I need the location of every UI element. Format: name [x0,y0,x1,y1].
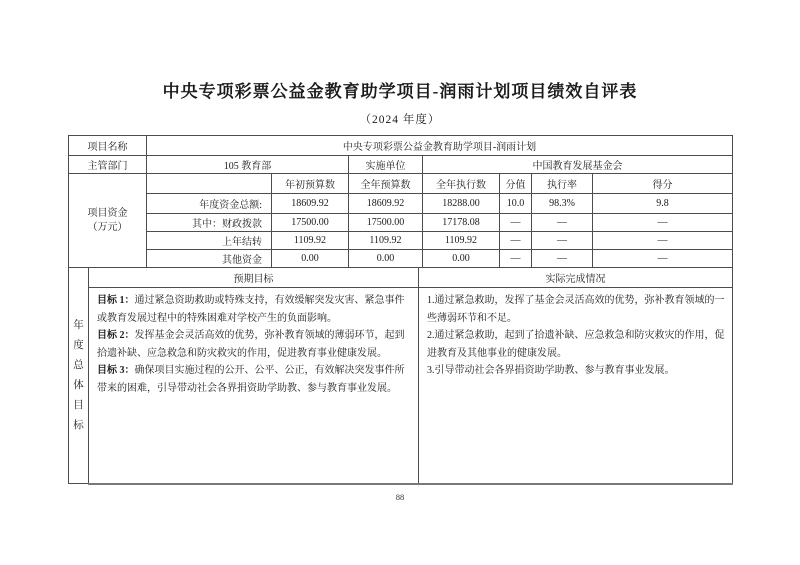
table-row [69,136,733,156]
goal-text: 发挥基金会灵活高效的优势，弥补教育领域的薄弱环节，起到拾遗补缺、应急救急和防灾救灾的作用，促进教育事业健康发展。 [97,330,405,359]
actual-completion-header: 实际完成情况 [419,268,733,288]
goal-text: 确保项目实施过程的公开、公平、公正，有效解决突发事件所带来的困难，引导带动社会各界捐资助学助教、参与教育事业发展。 [97,365,405,394]
dept-label: 主管部门 [69,156,147,174]
evaluation-table [68,135,732,485]
empty-cell [147,174,272,194]
goal-text: 通过紧急资助救助或特殊支持，有效缓解突发灾害、紧急事件或教育发展过程中的特殊困难对学校产生的负面影响。 [97,295,405,324]
funding-value: 0.00 [423,250,500,268]
expected-goals-cell [89,288,419,484]
funding-row-label: 其他资金 [147,250,272,268]
goal-label: 目标 1： [97,295,135,306]
page-subtitle: （2024 年度） [359,114,441,126]
impl-label: 实施单位 [349,156,423,174]
funding-value: — [500,250,532,268]
table-row [69,156,733,174]
goal-item [97,292,411,327]
funding-value: 0.00 [272,250,349,268]
funding-value: 9.8 [593,194,733,214]
actual-completion-cell [419,288,733,484]
funding-row-label: 年度资金总额: [147,194,272,214]
funding-value: 1109.92 [349,232,423,250]
col-header-initial-budget: 年初预算数 [272,174,349,194]
page-title: 中央专项彩票公益金教育助学项目-润雨计划项目绩效自评表 [162,82,638,101]
funding-value: 18609.92 [349,194,423,214]
table-row [69,174,733,194]
project-info-funding-table [68,135,733,268]
col-header-annual-budget: 全年预算数 [349,174,423,194]
annual-goal-side-label-text: 年度总体目标 [73,319,84,431]
table-row [69,194,733,214]
expected-goal-header: 预期目标 [89,268,419,288]
completion-item: 3.引导带动社会各界捐资助学助教、参与教育事业发展。 [427,365,675,376]
annual-goal-side-label [69,268,89,484]
col-header-annual-execution: 全年执行数 [423,174,500,194]
col-header-execution-rate: 执行率 [532,174,593,194]
funding-value: 17500.00 [349,214,423,232]
funding-value: — [500,232,532,250]
funding-value: — [532,232,593,250]
funding-value: 1109.92 [423,232,500,250]
project-name-value: 中央专项彩票公益金教育助学项目-润雨计划 [147,136,733,156]
impl-value: 中国教育发展基金会 [423,156,733,174]
goal-label: 目标 2： [97,330,135,341]
funding-value: — [500,214,532,232]
funding-value: 17178.08 [423,214,500,232]
funding-value: 98.3% [532,194,593,214]
funding-side-label-line1: 项目资金 [87,207,128,219]
table-row [69,250,733,268]
funding-side-label [69,174,147,268]
table-row [69,288,733,484]
dept-value: 105 教育部 [147,156,349,174]
project-name-label: 项目名称 [69,136,147,156]
goal-item [97,327,411,362]
funding-value: 1109.92 [272,232,349,250]
funding-value: — [532,214,593,232]
table-row [69,214,733,232]
funding-value: 18288.00 [423,194,500,214]
funding-row-label: 上年结转 [147,232,272,250]
funding-value: 18609.92 [272,194,349,214]
funding-side-label-line2: （万元） [87,221,128,233]
goal-label: 目标 3： [97,365,135,376]
goal-item [97,362,411,397]
funding-value: — [532,250,593,268]
funding-value: — [593,250,733,268]
funding-value: 10.0 [500,194,532,214]
funding-value: 0.00 [349,250,423,268]
completion-item: 2.通过紧急救助，起到了拾遗补缺、应急救急和防灾救灾的作用，促进教育及其他事业的健康发展。 [427,330,725,359]
completion-item: 1.通过紧急救助，发挥了基金会灵活高效的优势，弥补教育领域的一些薄弱环节和不足。 [427,295,725,324]
table-row [69,232,733,250]
funding-value: — [593,214,733,232]
col-header-score-value: 分值 [500,174,532,194]
funding-value: — [593,232,733,250]
page-number: 88 [395,492,405,502]
annual-goal-table [68,267,733,485]
col-header-score: 得分 [593,174,733,194]
funding-row-label: 其中：财政拨款 [147,214,272,232]
table-row [69,268,733,288]
funding-value: 17500.00 [272,214,349,232]
